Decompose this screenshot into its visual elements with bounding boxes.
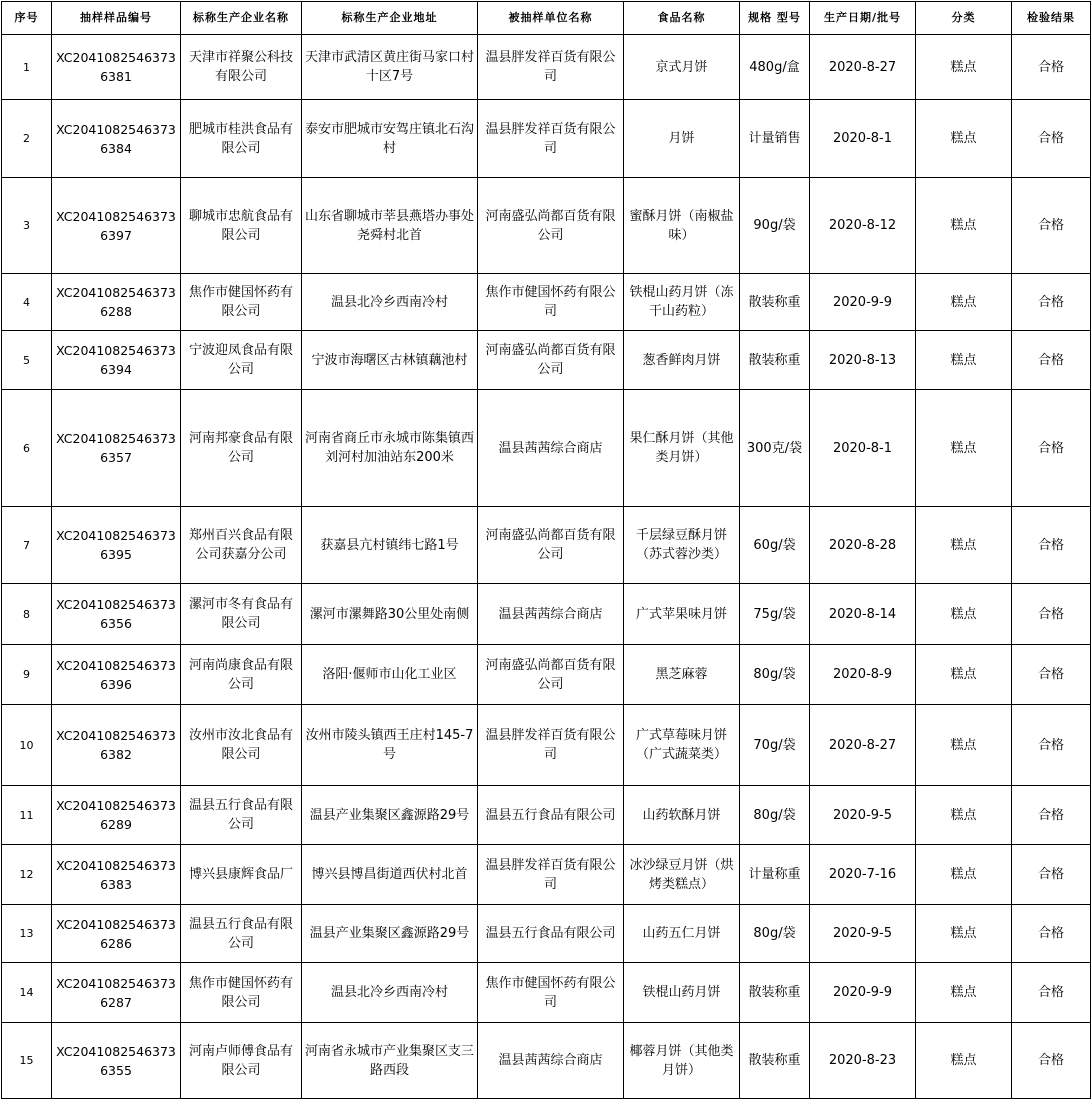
food-name-cell: 广式苹果味月饼 <box>624 584 740 645</box>
spec-cell: 散装称重 <box>740 1023 810 1099</box>
result-cell: 合格 <box>1012 645 1091 705</box>
row-index-cell: 12 <box>2 845 52 905</box>
table-row <box>2 390 1091 507</box>
production-date-cell: 2020-8-1 <box>810 100 916 178</box>
manufacturer-address-cell: 温县北冷乡西南冷村 <box>302 274 478 331</box>
spec-cell: 计量称重 <box>740 845 810 905</box>
row-index-cell: 13 <box>2 905 52 963</box>
food-name-cell: 山药五仁月饼 <box>624 905 740 963</box>
col-header-manufacturer-address: 标称生产企业地址 <box>302 2 478 35</box>
production-date-cell: 2020-8-23 <box>810 1023 916 1099</box>
row-index-cell: 14 <box>2 963 52 1023</box>
row-index-cell: 5 <box>2 331 52 390</box>
result-cell: 合格 <box>1012 963 1091 1023</box>
spec-cell: 70g/袋 <box>740 705 810 786</box>
production-date-cell: 2020-9-5 <box>810 786 916 845</box>
result-cell: 合格 <box>1012 100 1091 178</box>
category-cell: 糕点 <box>916 705 1012 786</box>
spec-cell: 90g/袋 <box>740 178 810 274</box>
spec-cell: 300克/袋 <box>740 390 810 507</box>
category-cell: 糕点 <box>916 786 1012 845</box>
table-row <box>2 178 1091 274</box>
table-row <box>2 963 1091 1023</box>
sample-code-cell: XC20410825463736394 <box>52 331 181 390</box>
food-name-cell: 蜜酥月饼（南椒盐味） <box>624 178 740 274</box>
manufacturer-name-cell: 聊城市忠航食品有限公司 <box>181 178 302 274</box>
manufacturer-address-cell: 汝州市陵头镇西王庄村145-7号 <box>302 705 478 786</box>
manufacturer-address-cell: 宁波市海曙区古林镇藕池村 <box>302 331 478 390</box>
manufacturer-name-cell: 温县五行食品有限公司 <box>181 786 302 845</box>
sampled-unit-cell: 河南盛弘尚都百货有限公司 <box>478 178 624 274</box>
result-cell: 合格 <box>1012 845 1091 905</box>
category-cell: 糕点 <box>916 390 1012 507</box>
sample-code-cell: XC20410825463736288 <box>52 274 181 331</box>
inspection-results-table <box>1 1 1091 1099</box>
manufacturer-address-cell: 获嘉县亢村镇纬七路1号 <box>302 507 478 584</box>
row-index-cell: 1 <box>2 35 52 100</box>
sampled-unit-cell: 河南盛弘尚都百货有限公司 <box>478 331 624 390</box>
row-index-cell: 6 <box>2 390 52 507</box>
production-date-cell: 2020-8-9 <box>810 645 916 705</box>
sample-code-cell: XC20410825463736384 <box>52 100 181 178</box>
production-date-cell: 2020-8-1 <box>810 390 916 507</box>
spec-cell: 75g/袋 <box>740 584 810 645</box>
sampled-unit-cell: 温县五行食品有限公司 <box>478 905 624 963</box>
spec-cell: 散装称重 <box>740 963 810 1023</box>
row-index-cell: 2 <box>2 100 52 178</box>
production-date-cell: 2020-8-27 <box>810 35 916 100</box>
result-cell: 合格 <box>1012 584 1091 645</box>
table-row <box>2 645 1091 705</box>
result-cell: 合格 <box>1012 1023 1091 1099</box>
manufacturer-address-cell: 河南省商丘市永城市陈集镇西刘河村加油站东200米 <box>302 390 478 507</box>
manufacturer-address-cell: 泰安市肥城市安驾庄镇北石沟村 <box>302 100 478 178</box>
row-index-cell: 15 <box>2 1023 52 1099</box>
sample-code-cell: XC20410825463736395 <box>52 507 181 584</box>
food-name-cell: 千层绿豆酥月饼（苏式蓉沙类） <box>624 507 740 584</box>
result-cell: 合格 <box>1012 905 1091 963</box>
spec-cell: 80g/袋 <box>740 786 810 845</box>
food-name-cell: 冰沙绿豆月饼（烘烤类糕点） <box>624 845 740 905</box>
category-cell: 糕点 <box>916 35 1012 100</box>
category-cell: 糕点 <box>916 178 1012 274</box>
manufacturer-name-cell: 河南邦豪食品有限公司 <box>181 390 302 507</box>
manufacturer-name-cell: 温县五行食品有限公司 <box>181 905 302 963</box>
manufacturer-address-cell: 温县北冷乡西南冷村 <box>302 963 478 1023</box>
sample-code-cell: XC20410825463736356 <box>52 584 181 645</box>
manufacturer-name-cell: 汝州市汝北食品有限公司 <box>181 705 302 786</box>
result-cell: 合格 <box>1012 786 1091 845</box>
category-cell: 糕点 <box>916 1023 1012 1099</box>
food-name-cell: 山药软酥月饼 <box>624 786 740 845</box>
result-cell: 合格 <box>1012 178 1091 274</box>
manufacturer-name-cell: 郑州百兴食品有限公司获嘉分公司 <box>181 507 302 584</box>
food-name-cell: 京式月饼 <box>624 35 740 100</box>
food-name-cell: 广式草莓味月饼（广式蔬菜类） <box>624 705 740 786</box>
manufacturer-address-cell: 温县产业集聚区鑫源路29号 <box>302 786 478 845</box>
category-cell: 糕点 <box>916 845 1012 905</box>
table-row <box>2 905 1091 963</box>
sampled-unit-cell: 焦作市健国怀药有限公司 <box>478 963 624 1023</box>
col-header-production-date: 生产日期/批号 <box>810 2 916 35</box>
col-header-index: 序号 <box>2 2 52 35</box>
row-index-cell: 8 <box>2 584 52 645</box>
result-cell: 合格 <box>1012 507 1091 584</box>
table-row <box>2 845 1091 905</box>
row-index-cell: 9 <box>2 645 52 705</box>
sample-code-cell: XC20410825463736357 <box>52 390 181 507</box>
sampled-unit-cell: 河南盛弘尚都百货有限公司 <box>478 645 624 705</box>
food-name-cell: 椰蓉月饼（其他类月饼） <box>624 1023 740 1099</box>
sampled-unit-cell: 温县胖发祥百货有限公司 <box>478 100 624 178</box>
row-index-cell: 3 <box>2 178 52 274</box>
table-row <box>2 584 1091 645</box>
row-index-cell: 10 <box>2 705 52 786</box>
table-row <box>2 100 1091 178</box>
sample-code-cell: XC20410825463736396 <box>52 645 181 705</box>
manufacturer-address-cell: 漯河市漯舞路30公里处南侧 <box>302 584 478 645</box>
spec-cell: 80g/袋 <box>740 645 810 705</box>
category-cell: 糕点 <box>916 905 1012 963</box>
sampled-unit-cell: 温县茜茜综合商店 <box>478 584 624 645</box>
col-header-sample-code: 抽样样品编号 <box>52 2 181 35</box>
sample-code-cell: XC20410825463736397 <box>52 178 181 274</box>
manufacturer-name-cell: 河南尚康食品有限公司 <box>181 645 302 705</box>
result-cell: 合格 <box>1012 705 1091 786</box>
table-row <box>2 705 1091 786</box>
col-header-spec: 规格 型号 <box>740 2 810 35</box>
manufacturer-address-cell: 温县产业集聚区鑫源路29号 <box>302 905 478 963</box>
sampled-unit-cell: 温县胖发祥百货有限公司 <box>478 35 624 100</box>
manufacturer-address-cell: 山东省聊城市莘县燕塔办事处尧舜村北首 <box>302 178 478 274</box>
spec-cell: 散装称重 <box>740 274 810 331</box>
manufacturer-address-cell: 博兴县博昌街道西伏村北首 <box>302 845 478 905</box>
manufacturer-name-cell: 漯河市冬有食品有限公司 <box>181 584 302 645</box>
production-date-cell: 2020-9-9 <box>810 963 916 1023</box>
food-name-cell: 葱香鲜肉月饼 <box>624 331 740 390</box>
manufacturer-name-cell: 焦作市健国怀药有限公司 <box>181 274 302 331</box>
result-cell: 合格 <box>1012 35 1091 100</box>
sample-code-cell: XC20410825463736355 <box>52 1023 181 1099</box>
sample-code-cell: XC20410825463736287 <box>52 963 181 1023</box>
spec-cell: 60g/袋 <box>740 507 810 584</box>
food-name-cell: 月饼 <box>624 100 740 178</box>
production-date-cell: 2020-8-13 <box>810 331 916 390</box>
manufacturer-address-cell: 天津市武清区黄庄街马家口村十区7号 <box>302 35 478 100</box>
production-date-cell: 2020-8-28 <box>810 507 916 584</box>
table-row <box>2 1023 1091 1099</box>
manufacturer-name-cell: 河南卢师傅食品有限公司 <box>181 1023 302 1099</box>
spec-cell: 80g/袋 <box>740 905 810 963</box>
food-name-cell: 铁棍山药月饼 <box>624 963 740 1023</box>
manufacturer-address-cell: 河南省永城市产业集聚区支三路西段 <box>302 1023 478 1099</box>
category-cell: 糕点 <box>916 100 1012 178</box>
row-index-cell: 7 <box>2 507 52 584</box>
sampled-unit-cell: 温县胖发祥百货有限公司 <box>478 845 624 905</box>
result-cell: 合格 <box>1012 390 1091 507</box>
table-row <box>2 331 1091 390</box>
food-name-cell: 铁棍山药月饼（冻干山药粒） <box>624 274 740 331</box>
col-header-manufacturer: 标称生产企业名称 <box>181 2 302 35</box>
sample-code-cell: XC20410825463736289 <box>52 786 181 845</box>
sample-code-cell: XC20410825463736381 <box>52 35 181 100</box>
row-index-cell: 11 <box>2 786 52 845</box>
manufacturer-name-cell: 肥城市桂洪食品有限公司 <box>181 100 302 178</box>
manufacturer-name-cell: 天津市祥聚公科技有限公司 <box>181 35 302 100</box>
production-date-cell: 2020-9-5 <box>810 905 916 963</box>
sample-code-cell: XC20410825463736382 <box>52 705 181 786</box>
col-header-result: 检验结果 <box>1012 2 1091 35</box>
col-header-sampled-unit: 被抽样单位名称 <box>478 2 624 35</box>
sampled-unit-cell: 温县茜茜综合商店 <box>478 1023 624 1099</box>
spec-cell: 散装称重 <box>740 331 810 390</box>
sample-code-cell: XC20410825463736383 <box>52 845 181 905</box>
sample-code-cell: XC20410825463736286 <box>52 905 181 963</box>
manufacturer-name-cell: 博兴县康辉食品厂 <box>181 845 302 905</box>
row-index-cell: 4 <box>2 274 52 331</box>
manufacturer-name-cell: 宁波迎凤食品有限公司 <box>181 331 302 390</box>
spec-cell: 480g/盒 <box>740 35 810 100</box>
category-cell: 糕点 <box>916 507 1012 584</box>
category-cell: 糕点 <box>916 331 1012 390</box>
production-date-cell: 2020-8-27 <box>810 705 916 786</box>
table-row <box>2 274 1091 331</box>
production-date-cell: 2020-9-9 <box>810 274 916 331</box>
table-row <box>2 786 1091 845</box>
category-cell: 糕点 <box>916 274 1012 331</box>
food-name-cell: 果仁酥月饼（其他类月饼） <box>624 390 740 507</box>
production-date-cell: 2020-8-14 <box>810 584 916 645</box>
table-row <box>2 35 1091 100</box>
table-row <box>2 507 1091 584</box>
category-cell: 糕点 <box>916 963 1012 1023</box>
sampled-unit-cell: 温县五行食品有限公司 <box>478 786 624 845</box>
production-date-cell: 2020-8-12 <box>810 178 916 274</box>
spec-cell: 计量销售 <box>740 100 810 178</box>
production-date-cell: 2020-7-16 <box>810 845 916 905</box>
sampled-unit-cell: 温县胖发祥百货有限公司 <box>478 705 624 786</box>
category-cell: 糕点 <box>916 584 1012 645</box>
col-header-food-name: 食品名称 <box>624 2 740 35</box>
manufacturer-name-cell: 焦作市健国怀药有限公司 <box>181 963 302 1023</box>
food-name-cell: 黑芝麻蓉 <box>624 645 740 705</box>
category-cell: 糕点 <box>916 645 1012 705</box>
sampled-unit-cell: 温县茜茜综合商店 <box>478 390 624 507</box>
manufacturer-address-cell: 洛阳·偃师市山化工业区 <box>302 645 478 705</box>
sampled-unit-cell: 河南盛弘尚都百货有限公司 <box>478 507 624 584</box>
sampled-unit-cell: 焦作市健国怀药有限公司 <box>478 274 624 331</box>
header-row <box>2 2 1091 35</box>
result-cell: 合格 <box>1012 331 1091 390</box>
col-header-category: 分类 <box>916 2 1012 35</box>
result-cell: 合格 <box>1012 274 1091 331</box>
